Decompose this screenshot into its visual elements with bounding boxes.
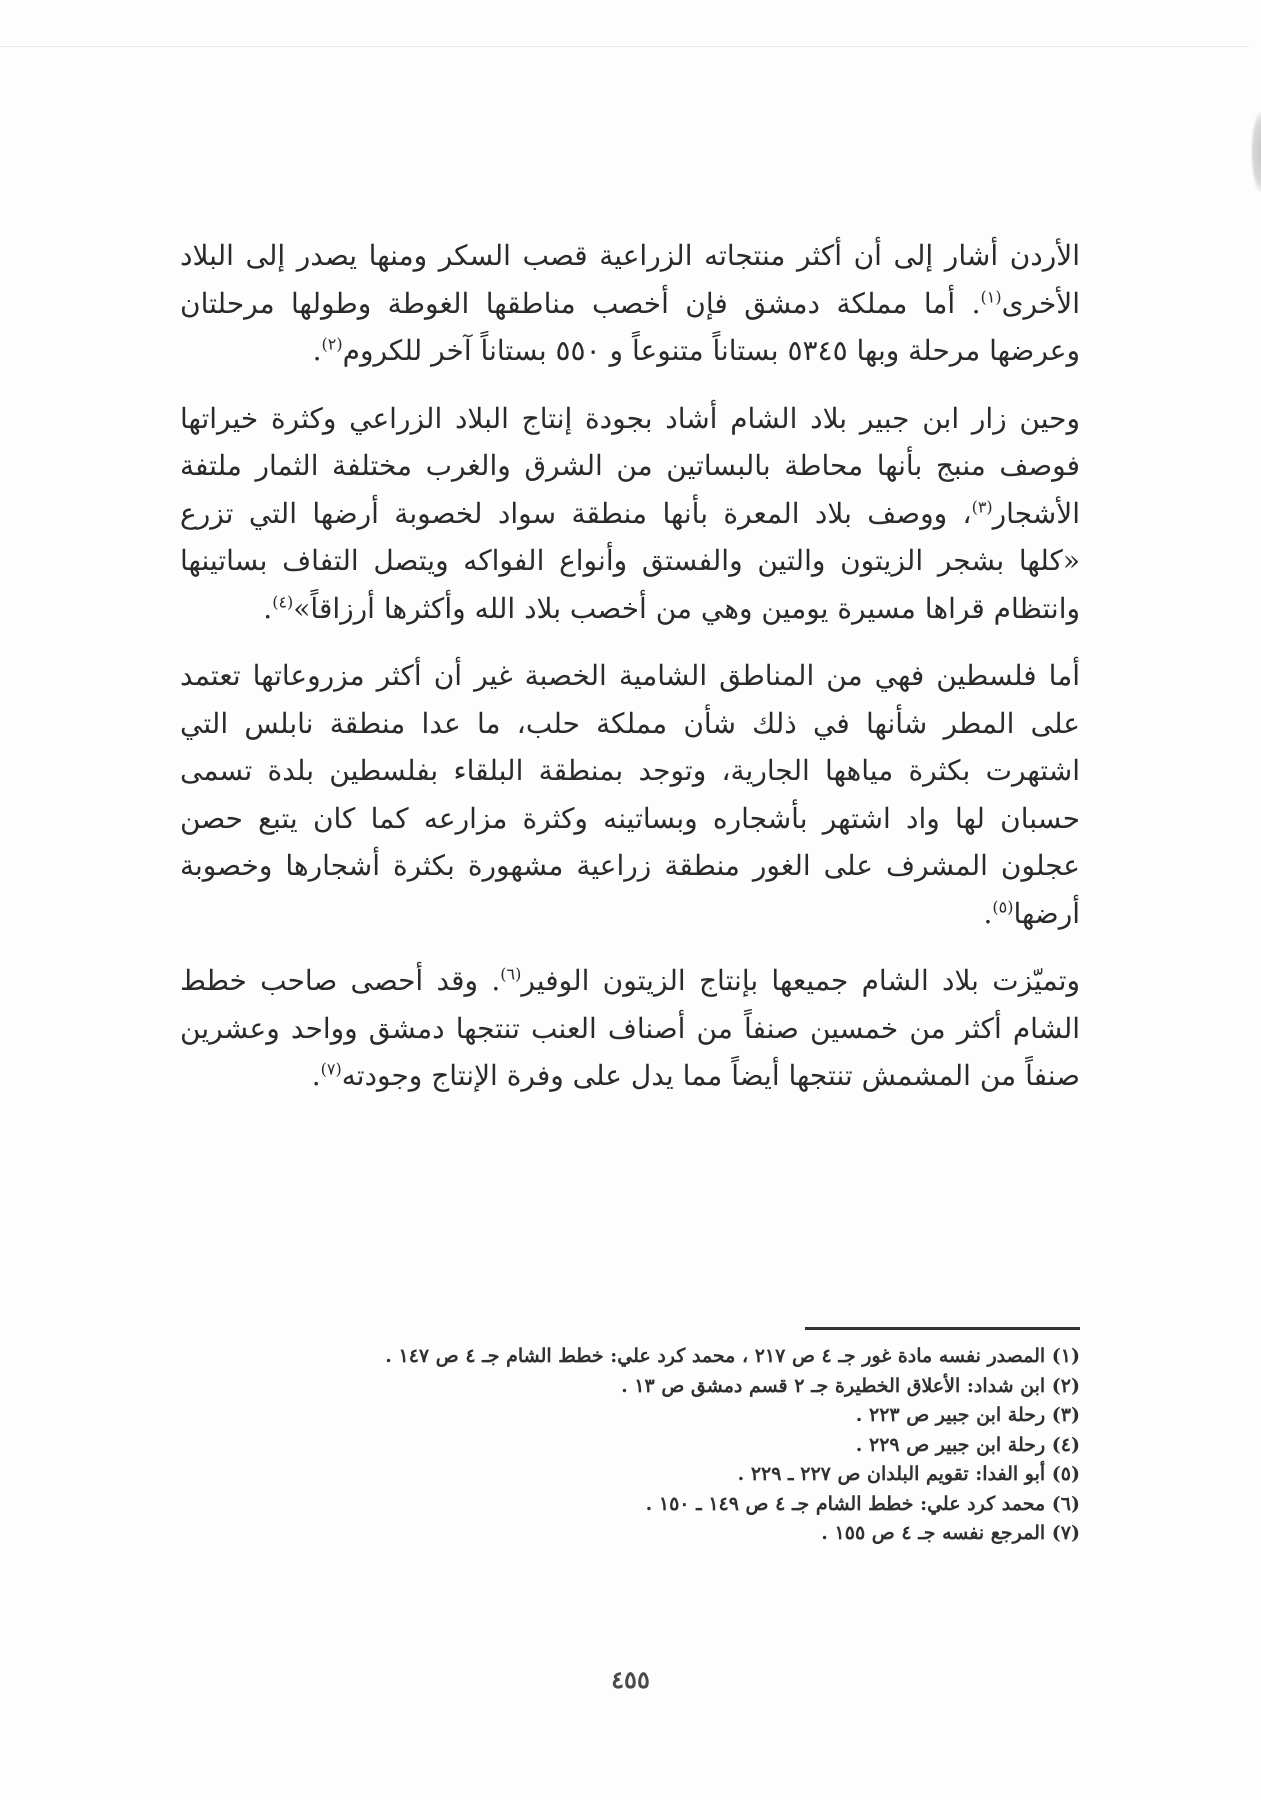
footnote-4: (٤) رحلة ابن جبير ص ٢٢٩ . xyxy=(855,1433,1080,1456)
footnote-ref-5[interactable]: (٥) xyxy=(992,897,1014,917)
footnote-ref-6[interactable]: (٦) xyxy=(500,964,522,984)
binding-shadow xyxy=(1251,112,1261,192)
footnote-7: (٧) المرجع نفسه جـ ٤ ص ١٥٥ . xyxy=(821,1522,1080,1544)
page-number: ٤٥٥ xyxy=(611,1665,650,1694)
paragraph-text: . xyxy=(311,1059,321,1092)
paragraph-text: . وقد أحصى صاحب خطط الشام أكثر من خمسين صنفاً من أصناف العنب تنتجها دمشق وواحد وعشرين صنفاً من المشمش تنتجها أيضاً مما يدل على وفرة الإنتاج وجودته xyxy=(180,964,1080,1092)
paragraph-text: ، ووصف بلاد المعرة بأنها منطقة سواد لخصوبة أرضها التي تزرع «كلها بشجر الزيتون والتين والفستق وأنواع الفواكه ويتصل التفاف بساتينها وانتظام قراها مسيرة يومين وهي من أخصب بلاد الله وأكثرها أرزاقاً» xyxy=(180,496,1080,625)
footnote-separator xyxy=(805,1327,1080,1330)
paragraph-text: . xyxy=(983,896,993,930)
paragraph-text: وحين زار ابن جبير بلاد الشام أشاد بجودة إنتاج البلاد الزراعي وكثرة خيراتها فوصف منبج بأنها محاطة بالبساتين من الشرق والغرب مختلفة الثمار ملتفة الأشجار xyxy=(180,401,1080,530)
body-text xyxy=(180,232,1080,1120)
footnote-ref-2[interactable]: (٢) xyxy=(321,334,343,354)
footnote-1: (١) المصدر نفسه مادة غور جـ ٤ ص ٢١٧ ، محمد كرد علي: خطط الشام جـ ٤ ص ١٤٧ . xyxy=(385,1345,1080,1367)
page-top-edge xyxy=(0,46,1249,47)
footnote-ref-4[interactable]: (٤) xyxy=(272,592,294,612)
footnote-3: (٣) رحلة ابن جبير ص ٢٢٣ . xyxy=(855,1404,1080,1426)
footnote-5: (٥) أبو الفدا: تقويم البلدان ص ٢٢٧ ـ ٢٢٩ . xyxy=(737,1463,1080,1485)
footnote-ref-1[interactable]: (١) xyxy=(980,287,1002,307)
paragraph-text: الأردن أشار إلى أن أكثر منتجاته الزراعية قصب السكر ومنها يصدر إلى البلاد الأخرى xyxy=(180,239,1080,320)
footnote-ref-7[interactable]: (٧) xyxy=(320,1059,342,1079)
paragraph-3 xyxy=(180,652,1080,937)
paragraph-2 xyxy=(180,395,1080,633)
paragraph-text: أما فلسطين فهي من المناطق الشامية الخصبة غير أن أكثر مزروعاتها تعتمد على المطر شأنها في ذلك شأن مملكة حلب، ما عدا منطقة نابلس التي اشتهرت بكثرة مياهها الجارية، وتوجد بمنطقة البلقاء بفلسطين بلدة تسمى حسبان لها واد اشتهر بأشجاره وبساتينه وكثرة مزارعه كما كان يتبع حصن عجلون المشرف على الغور منطقة زراعية مشهورة بكثرة أشجارها وخصوبة أرضها xyxy=(180,659,1080,930)
paragraph-text: . xyxy=(312,334,322,367)
footnote-6: (٦) محمد كرد علي: خطط الشام جـ ٤ ص ١٤٩ ـ ١٥٠ . xyxy=(645,1492,1080,1515)
paragraph-text: . أما مملكة دمشق فإن أخصب مناطقها الغوطة وطولها مرحلتان وعرضها مرحلة وبها ٥٣٤٥ بستاناً متنوعاً و ٥٥٠ بستاناً آخر للكروم xyxy=(180,286,1080,367)
paragraph-text: . xyxy=(263,591,273,625)
footnote-ref-3[interactable]: (٣) xyxy=(971,497,993,517)
paragraph-text: وتميّزت بلاد الشام جميعها بإنتاج الزيتون الوفير xyxy=(521,964,1081,997)
footnotes xyxy=(180,1342,1080,1549)
paragraph-1 xyxy=(180,232,1080,375)
paragraph-4 xyxy=(180,957,1080,1100)
footnote-2: (٢) ابن شداد: الأعلاق الخطيرة جـ ٢ قسم دمشق ص ١٣ . xyxy=(621,1374,1080,1397)
